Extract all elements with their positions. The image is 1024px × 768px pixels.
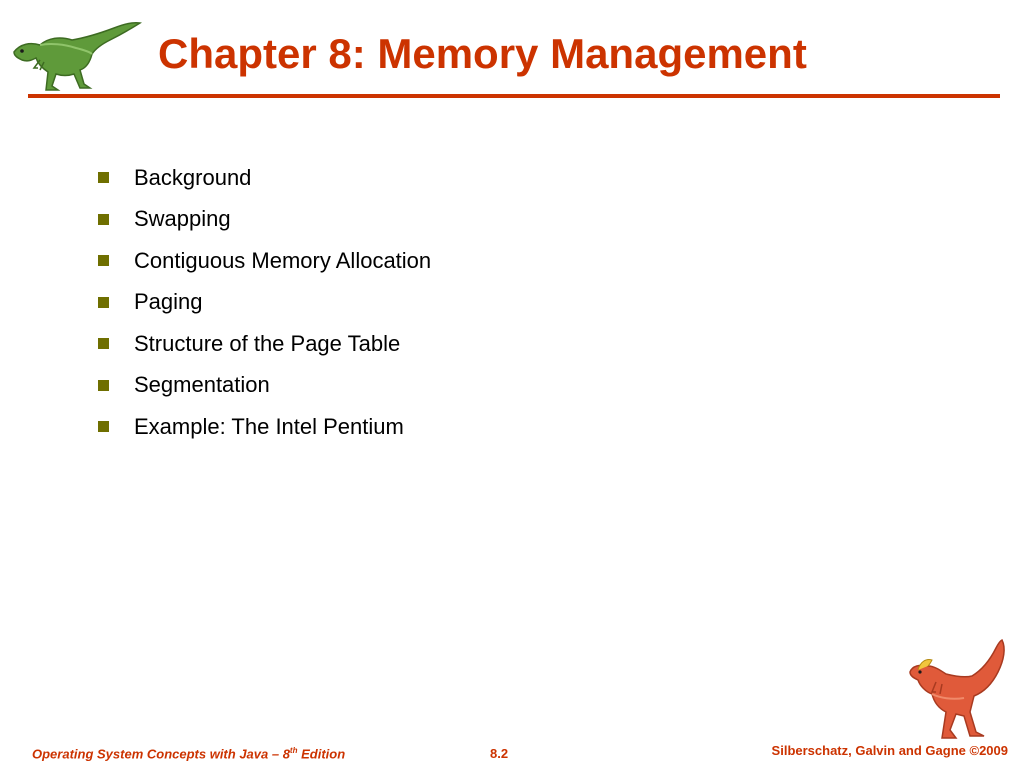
list-item: [98, 406, 431, 448]
list-item: [98, 282, 431, 324]
title-underline: [28, 94, 1000, 98]
list-item: [98, 240, 431, 282]
list-item-text: Structure of the Page Table: [134, 330, 401, 356]
square-bullet-icon: [98, 421, 109, 432]
square-bullet-icon: [98, 172, 109, 183]
list-item: [98, 365, 431, 407]
list-item: [98, 199, 431, 241]
slide-title: Chapter 8: Memory Management: [158, 30, 807, 77]
list-item-text: Segmentation: [134, 372, 270, 398]
list-item-text: Example: The Intel Pentium: [134, 413, 404, 439]
square-bullet-icon: [98, 214, 109, 225]
list-item-text: Background: [134, 164, 252, 190]
footer-copyright: Silberschatz, Galvin and Gagne ©2009: [771, 743, 1008, 758]
red-dinosaur-icon: [906, 636, 1010, 744]
footer-page-number: 8.2: [490, 746, 509, 761]
square-bullet-icon: [98, 338, 109, 349]
green-dinosaur-icon: [10, 18, 142, 94]
square-bullet-icon: [98, 255, 109, 266]
list-item-text: Contiguous Memory Allocation: [134, 247, 432, 273]
square-bullet-icon: [98, 297, 109, 308]
list-item-text: Swapping: [134, 206, 231, 232]
list-item-text: Paging: [134, 289, 203, 315]
list-item: [98, 323, 431, 365]
list-item: [98, 157, 431, 199]
square-bullet-icon: [98, 380, 109, 391]
bullet-list: [98, 157, 431, 448]
footer-book-title: Operating System Concepts with Java – 8th Edition: [32, 746, 346, 762]
